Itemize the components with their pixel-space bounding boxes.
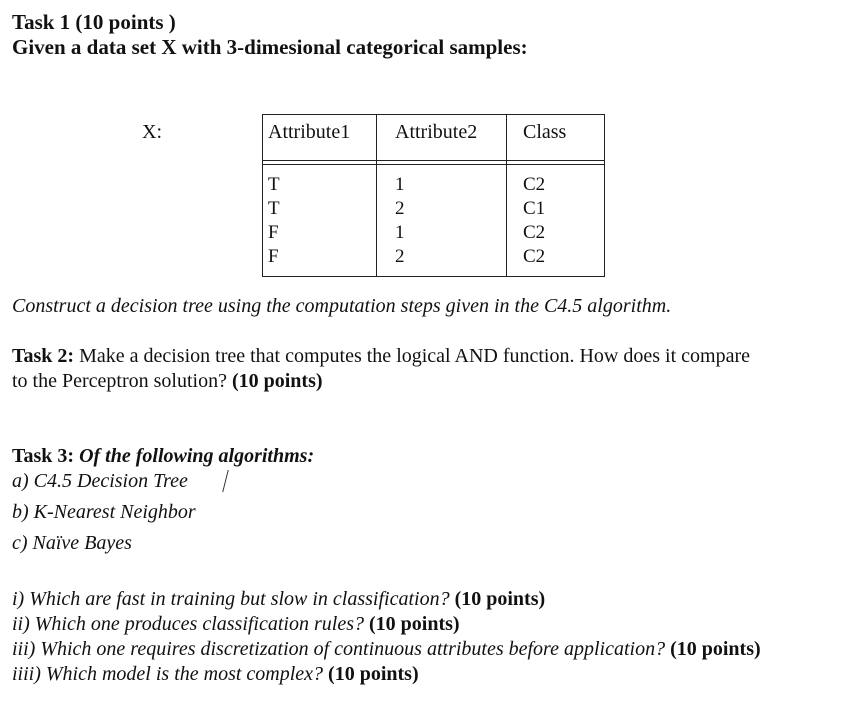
question-text: i) Which are fast in training but slow in classification? (12, 588, 450, 610)
column-header-class: Class (523, 121, 567, 143)
task2-line1 (12, 345, 750, 368)
task3-question-4 (12, 663, 419, 686)
table-cell: 2 (395, 246, 405, 267)
table-cell: C1 (523, 198, 546, 219)
column-header-attribute2: Attribute2 (395, 121, 478, 143)
table-cell: 1 (395, 174, 405, 195)
question-points: (10 points) (454, 588, 546, 610)
task2-line2 (12, 370, 323, 393)
task2-text-line2: to the Perceptron solution? (12, 370, 227, 392)
task1-title (12, 10, 176, 35)
task2-label: Task 2: (12, 345, 75, 367)
table-cell: T (268, 198, 280, 219)
task3-option-b: b) K-Nearest Neighbor (12, 501, 196, 523)
task3-question-2 (12, 613, 460, 636)
table-cell: C2 (523, 222, 546, 243)
task2-points: (10 points) (231, 370, 323, 392)
task3-heading-line (12, 445, 314, 468)
table-cell: 2 (395, 198, 405, 219)
table-label: X: (142, 121, 162, 143)
task1-title-text: Task 1 (10 points ) (12, 10, 176, 34)
question-text: iii) Which one requires discretization of continuous attributes before application? (12, 638, 666, 660)
task1-description: Given a data set X with 3-dimesional categorical samples: (12, 35, 528, 59)
task3-question-1 (12, 588, 545, 611)
table-cell: C2 (523, 174, 546, 195)
header-rule-bottom (262, 164, 605, 165)
task3-question-3 (12, 638, 761, 661)
question-text: iiii) Which model is the most complex? (12, 663, 324, 685)
task3-option-c: c) Naïve Bayes (12, 532, 132, 554)
column-header-attribute1: Attribute1 (268, 121, 351, 143)
question-points: (10 points) (368, 613, 460, 635)
table-cell: T (268, 174, 280, 195)
column-divider-2 (506, 114, 507, 277)
table-cell: 1 (395, 222, 405, 243)
column-divider-1 (376, 114, 377, 277)
data-table (262, 114, 605, 277)
table-cell: F (268, 222, 279, 243)
question-points: (10 points) (328, 663, 419, 685)
question-text: ii) Which one produces classification rules? (12, 613, 364, 635)
table-cell: C2 (523, 246, 546, 267)
table-cell: F (268, 246, 279, 267)
text-cursor (222, 470, 230, 492)
task3-heading: Of the following algorithms: (79, 445, 315, 467)
task1-instruction: Construct a decision tree using the computation steps given in the C4.5 algorithm. (12, 295, 672, 317)
header-rule-top (262, 160, 605, 161)
task2-text-line1: Make a decision tree that computes the logical AND function. How does it compare (79, 345, 750, 367)
question-points: (10 points) (670, 638, 761, 660)
task3-label: Task 3: (12, 445, 75, 467)
task3-option-a: a) C4.5 Decision Tree (12, 470, 188, 492)
